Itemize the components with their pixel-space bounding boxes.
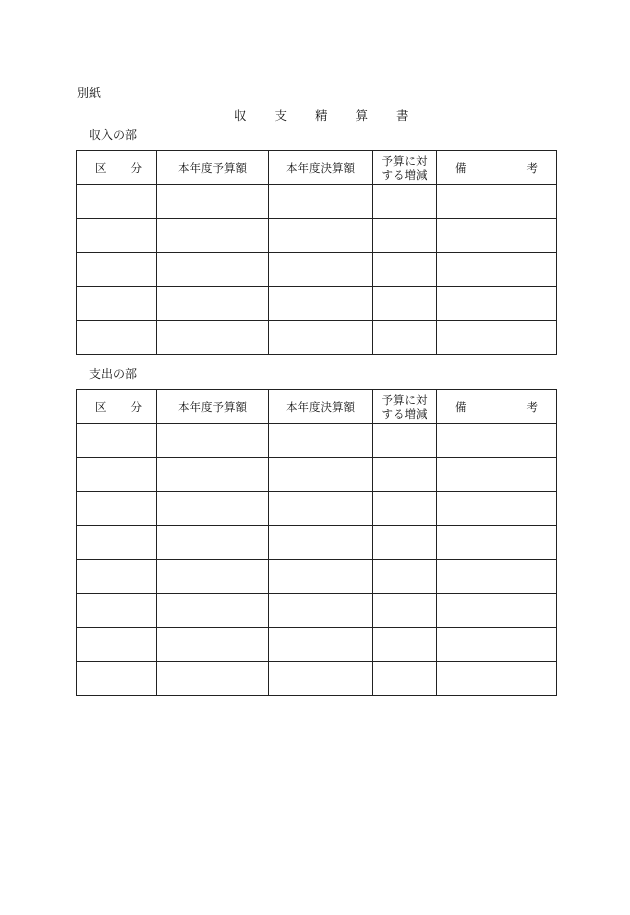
settlement-cell[interactable] (269, 424, 373, 458)
budget-cell[interactable] (157, 662, 269, 696)
budget-cell[interactable] (157, 560, 269, 594)
header-diff-line: する増減 (381, 406, 428, 421)
remarks-cell[interactable] (437, 287, 557, 321)
header-kubun-char: 区 (95, 160, 107, 175)
title-char: 精 (315, 108, 328, 123)
diff-cell[interactable] (373, 526, 437, 560)
table-row (77, 424, 557, 458)
table-row (77, 492, 557, 526)
title-char: 支 (274, 108, 288, 123)
header-budget: 本年度予算額 (157, 390, 269, 424)
kubun-cell[interactable] (77, 424, 157, 458)
header-remarks (437, 151, 557, 185)
header-kubun (77, 390, 157, 424)
budget-cell[interactable] (157, 628, 269, 662)
budget-cell[interactable] (157, 287, 269, 321)
budget-cell[interactable] (157, 424, 269, 458)
table-row (77, 662, 557, 696)
kubun-cell[interactable] (77, 287, 157, 321)
table-row (77, 321, 557, 355)
settlement-cell[interactable] (269, 458, 373, 492)
kubun-cell[interactable] (77, 594, 157, 628)
remarks-cell[interactable] (437, 458, 557, 492)
diff-cell[interactable] (373, 253, 437, 287)
diff-cell[interactable] (373, 458, 437, 492)
budget-cell[interactable] (157, 492, 269, 526)
budget-cell[interactable] (157, 594, 269, 628)
settlement-cell[interactable] (269, 321, 373, 355)
remarks-cell[interactable] (437, 424, 557, 458)
header-remarks-char: 備 (455, 160, 467, 175)
diff-cell[interactable] (373, 662, 437, 696)
budget-cell[interactable] (157, 526, 269, 560)
diff-cell[interactable] (373, 560, 437, 594)
settlement-cell[interactable] (269, 287, 373, 321)
diff-cell[interactable] (373, 185, 437, 219)
header-settlement: 本年度決算額 (269, 390, 373, 424)
table-row (77, 594, 557, 628)
page-label: 別紙 (77, 86, 102, 100)
remarks-cell[interactable] (437, 560, 557, 594)
remarks-cell[interactable] (437, 253, 557, 287)
expense-table (76, 389, 557, 696)
table-header-row (77, 390, 557, 424)
header-diff-line: する増減 (381, 167, 428, 182)
settlement-cell[interactable] (269, 219, 373, 253)
budget-cell[interactable] (157, 458, 269, 492)
settlement-cell[interactable] (269, 526, 373, 560)
diff-cell[interactable] (373, 594, 437, 628)
remarks-cell[interactable] (437, 628, 557, 662)
header-kubun (77, 151, 157, 185)
header-settlement: 本年度決算額 (269, 151, 373, 185)
diff-cell[interactable] (373, 628, 437, 662)
table-row (77, 185, 557, 219)
header-remarks-char: 考 (526, 399, 538, 414)
table-row (77, 219, 557, 253)
header-kubun-char: 区 (95, 399, 107, 414)
header-remarks (437, 390, 557, 424)
diff-cell[interactable] (373, 219, 437, 253)
budget-cell[interactable] (157, 185, 269, 219)
income-table-body (77, 185, 557, 355)
expense-section-label: 支出の部 (89, 367, 138, 381)
settlement-cell[interactable] (269, 628, 373, 662)
remarks-cell[interactable] (437, 219, 557, 253)
settlement-cell[interactable] (269, 492, 373, 526)
settlement-cell[interactable] (269, 253, 373, 287)
settlement-cell[interactable] (269, 662, 373, 696)
settlement-cell[interactable] (269, 185, 373, 219)
kubun-cell[interactable] (77, 662, 157, 696)
kubun-cell[interactable] (77, 492, 157, 526)
kubun-cell[interactable] (77, 253, 157, 287)
budget-cell[interactable] (157, 253, 269, 287)
remarks-cell[interactable] (437, 594, 557, 628)
remarks-cell[interactable] (437, 662, 557, 696)
title-char: 書 (396, 108, 409, 123)
kubun-cell[interactable] (77, 628, 157, 662)
remarks-cell[interactable] (437, 526, 557, 560)
kubun-cell[interactable] (77, 560, 157, 594)
header-diff (373, 390, 437, 424)
table-row (77, 458, 557, 492)
table-row (77, 526, 557, 560)
table-row (77, 560, 557, 594)
header-diff (373, 151, 437, 185)
kubun-cell[interactable] (77, 219, 157, 253)
budget-cell[interactable] (157, 321, 269, 355)
income-table (76, 150, 557, 355)
settlement-cell[interactable] (269, 560, 373, 594)
kubun-cell[interactable] (77, 321, 157, 355)
budget-cell[interactable] (157, 219, 269, 253)
diff-cell[interactable] (373, 492, 437, 526)
settlement-cell[interactable] (269, 594, 373, 628)
diff-cell[interactable] (373, 321, 437, 355)
kubun-cell[interactable] (77, 526, 157, 560)
remarks-cell[interactable] (437, 492, 557, 526)
remarks-cell[interactable] (437, 321, 557, 355)
kubun-cell[interactable] (77, 458, 157, 492)
title-char: 収 (234, 108, 247, 123)
header-diff-line: 予算に対 (381, 392, 428, 407)
table-row (77, 287, 557, 321)
header-diff-line: 予算に対 (381, 153, 428, 168)
income-section-label: 収入の部 (89, 128, 138, 142)
diff-cell[interactable] (373, 424, 437, 458)
table-row (77, 253, 557, 287)
header-remarks-char: 考 (526, 160, 538, 175)
table-row (77, 628, 557, 662)
table-header-row (77, 151, 557, 185)
remarks-cell[interactable] (437, 185, 557, 219)
diff-cell[interactable] (373, 287, 437, 321)
header-kubun-char: 分 (130, 160, 142, 175)
header-remarks-char: 備 (455, 399, 467, 414)
kubun-cell[interactable] (77, 185, 157, 219)
expense-table-body (77, 424, 557, 696)
header-budget: 本年度予算額 (157, 151, 269, 185)
title-char: 算 (355, 108, 369, 123)
header-kubun-char: 分 (130, 399, 142, 414)
